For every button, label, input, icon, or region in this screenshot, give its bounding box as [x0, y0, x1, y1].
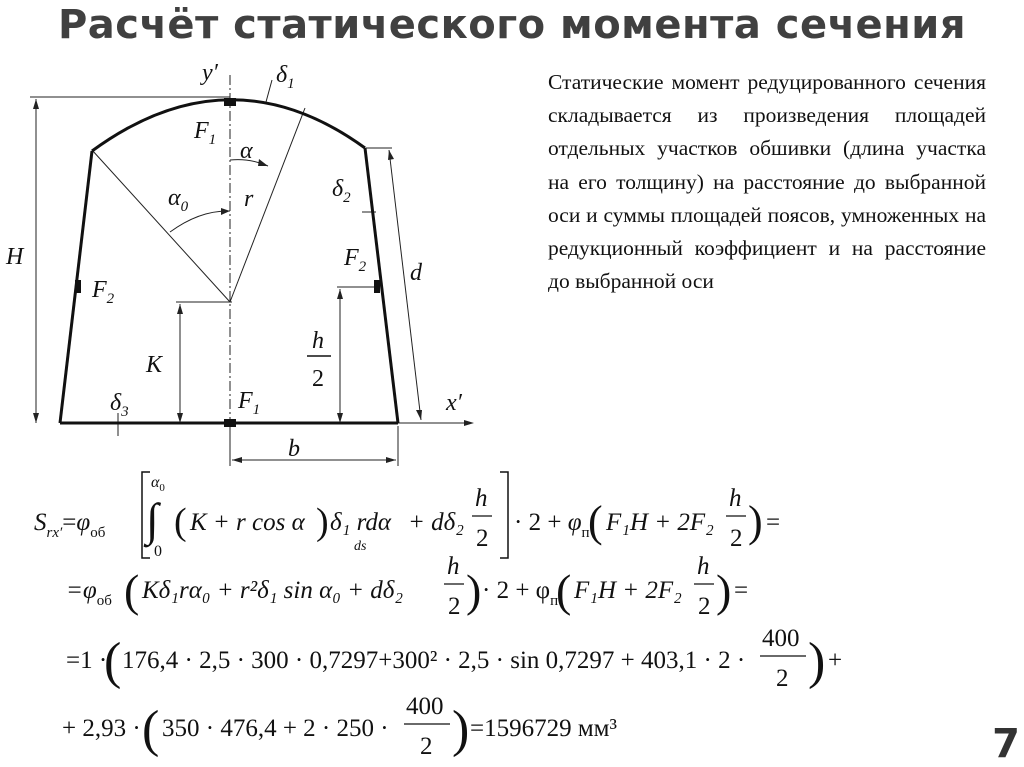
d-arrow-top: [388, 150, 394, 160]
d-arrow-bottom: [416, 410, 422, 420]
f2-h2-num: h: [697, 553, 710, 580]
H-label: H: [6, 244, 24, 270]
f1-top-label: $F_1$: [194, 118, 217, 148]
formula-block: [0, 460, 1024, 760]
h-label: h: [312, 328, 324, 354]
f2-right-label: $F_2$: [344, 245, 367, 275]
b-label: b: [288, 436, 300, 462]
x-axis-label: x′: [446, 390, 462, 416]
f4-num: 400: [406, 693, 444, 720]
slide-title: Расчёт статического момента сечения: [57, 2, 967, 48]
flange-f1-bottom: [224, 419, 236, 427]
d-label: d: [410, 260, 422, 286]
cross-section-diagram: [0, 50, 520, 470]
delta3-label: $\delta_3$: [110, 390, 129, 420]
alpha0-label: $\alpha_0$: [168, 185, 189, 215]
k-arrow-top: [177, 304, 183, 314]
f3-paren-close: ): [808, 633, 826, 690]
f2-paren-close: ): [466, 565, 482, 616]
f3-den: 2: [776, 665, 789, 692]
f4-paren-open: (: [142, 701, 160, 758]
f2-h2-den: 2: [698, 593, 711, 620]
f1-paren-close: ): [316, 501, 329, 543]
r-label: r: [244, 186, 254, 212]
f1-times-two: · $2 + \varphi_п$: [514, 509, 590, 541]
f1-d-delta2: + dδ₂: [408, 509, 464, 536]
f3-end: +: [828, 647, 843, 674]
f1-bracket-right: [500, 472, 508, 558]
f1-h-num: h: [475, 485, 488, 512]
f2-end-eq: =: [734, 577, 749, 604]
f1-lhs: $S_{rx'}=\varphi_{об}$: [34, 509, 106, 541]
y-axis-label: y′: [202, 60, 218, 86]
description-text: Статические момент редуцированного сечения складывается из произведения площадей отдельных участков обшивки (длина участка на его толщину) на расстояние до выбранной оси и суммы площадей поясов, умноженных на редукционный коэффициент и на расстояние до выбранной оси: [548, 70, 986, 294]
h-arrow-top: [33, 99, 39, 109]
f1-term: δ₁ rdα: [330, 509, 391, 536]
f2-paren2-close: ): [716, 565, 732, 616]
delta1-leader: [266, 80, 272, 102]
f1-paren2-open: (: [588, 497, 603, 546]
f4-den: 2: [420, 733, 433, 760]
f1-paren-open: (: [174, 501, 187, 543]
h2-arrow-top: [337, 289, 343, 299]
f4-result: =1596729 мм³: [470, 715, 617, 742]
slide-number: 7: [992, 721, 1020, 767]
f4-body: 350 · 476,4 + 2 · 250 ·: [162, 715, 389, 742]
alpha0-arrow: [221, 208, 230, 215]
h-arrow-bottom: [33, 413, 39, 423]
two-label: 2: [312, 366, 324, 392]
f2-start: $=\varphi_{об}$: [66, 577, 112, 609]
f1-h2-num: h: [729, 485, 742, 512]
alpha-label: α: [240, 138, 253, 164]
f3-body: 176,4 · 2,5 · 300 · 0,7297+300² · 2,5 · sin 0,7297 + 403,1 · 2 ·: [122, 647, 746, 674]
alpha-arrow: [258, 159, 268, 166]
f1-integral-sign: ∫: [146, 494, 159, 545]
f1-F-terms: F₁H + 2F₂: [606, 509, 714, 536]
f2-left-label: $F_2$: [92, 277, 115, 307]
f4-paren-close: ): [452, 701, 470, 758]
f3-start: =1 ·: [66, 647, 108, 674]
f2-paren-open: (: [124, 565, 140, 616]
f1-end-eq: =: [766, 509, 781, 536]
top-arc: [92, 100, 365, 151]
f1-paren2-close: ): [748, 497, 763, 546]
flange-f2-left: [75, 280, 81, 293]
f3-num: 400: [762, 625, 800, 652]
f2-F-terms: F₁H + 2F₂: [574, 577, 682, 604]
f2-h-den: 2: [448, 593, 461, 620]
f1-h-den: 2: [476, 525, 489, 552]
f1-ds: ds: [354, 539, 367, 554]
flange-f1-top: [224, 98, 236, 106]
x-arrow: [464, 420, 474, 426]
f2-paren2-open: (: [556, 565, 572, 616]
f1-h2-den: 2: [730, 525, 743, 552]
f4-start: + 2,93 ·: [62, 715, 141, 742]
f2-times-two: · $2 + \varphi_п$: [482, 577, 559, 609]
f2-body: Kδ₁rα₀ + r²δ₁ sin α₀ + dδ₂: [142, 577, 404, 604]
K-label: K: [146, 352, 163, 378]
right-wall: [365, 148, 398, 423]
delta2-label: $\delta_2$: [332, 176, 351, 206]
flange-f2-right: [374, 280, 380, 293]
f2-h-num: h: [447, 553, 460, 580]
f1-bottom-label: $F_1$: [238, 388, 261, 418]
f1-integrand: K + r cos α: [190, 509, 305, 536]
f1-int-upper: $\alpha_0$: [151, 474, 165, 494]
f1-int-lower: 0: [154, 543, 162, 560]
f3-paren-open: (: [104, 633, 122, 690]
radius-alpha0: [92, 150, 230, 302]
delta1-label: $\delta_1$: [276, 62, 295, 92]
